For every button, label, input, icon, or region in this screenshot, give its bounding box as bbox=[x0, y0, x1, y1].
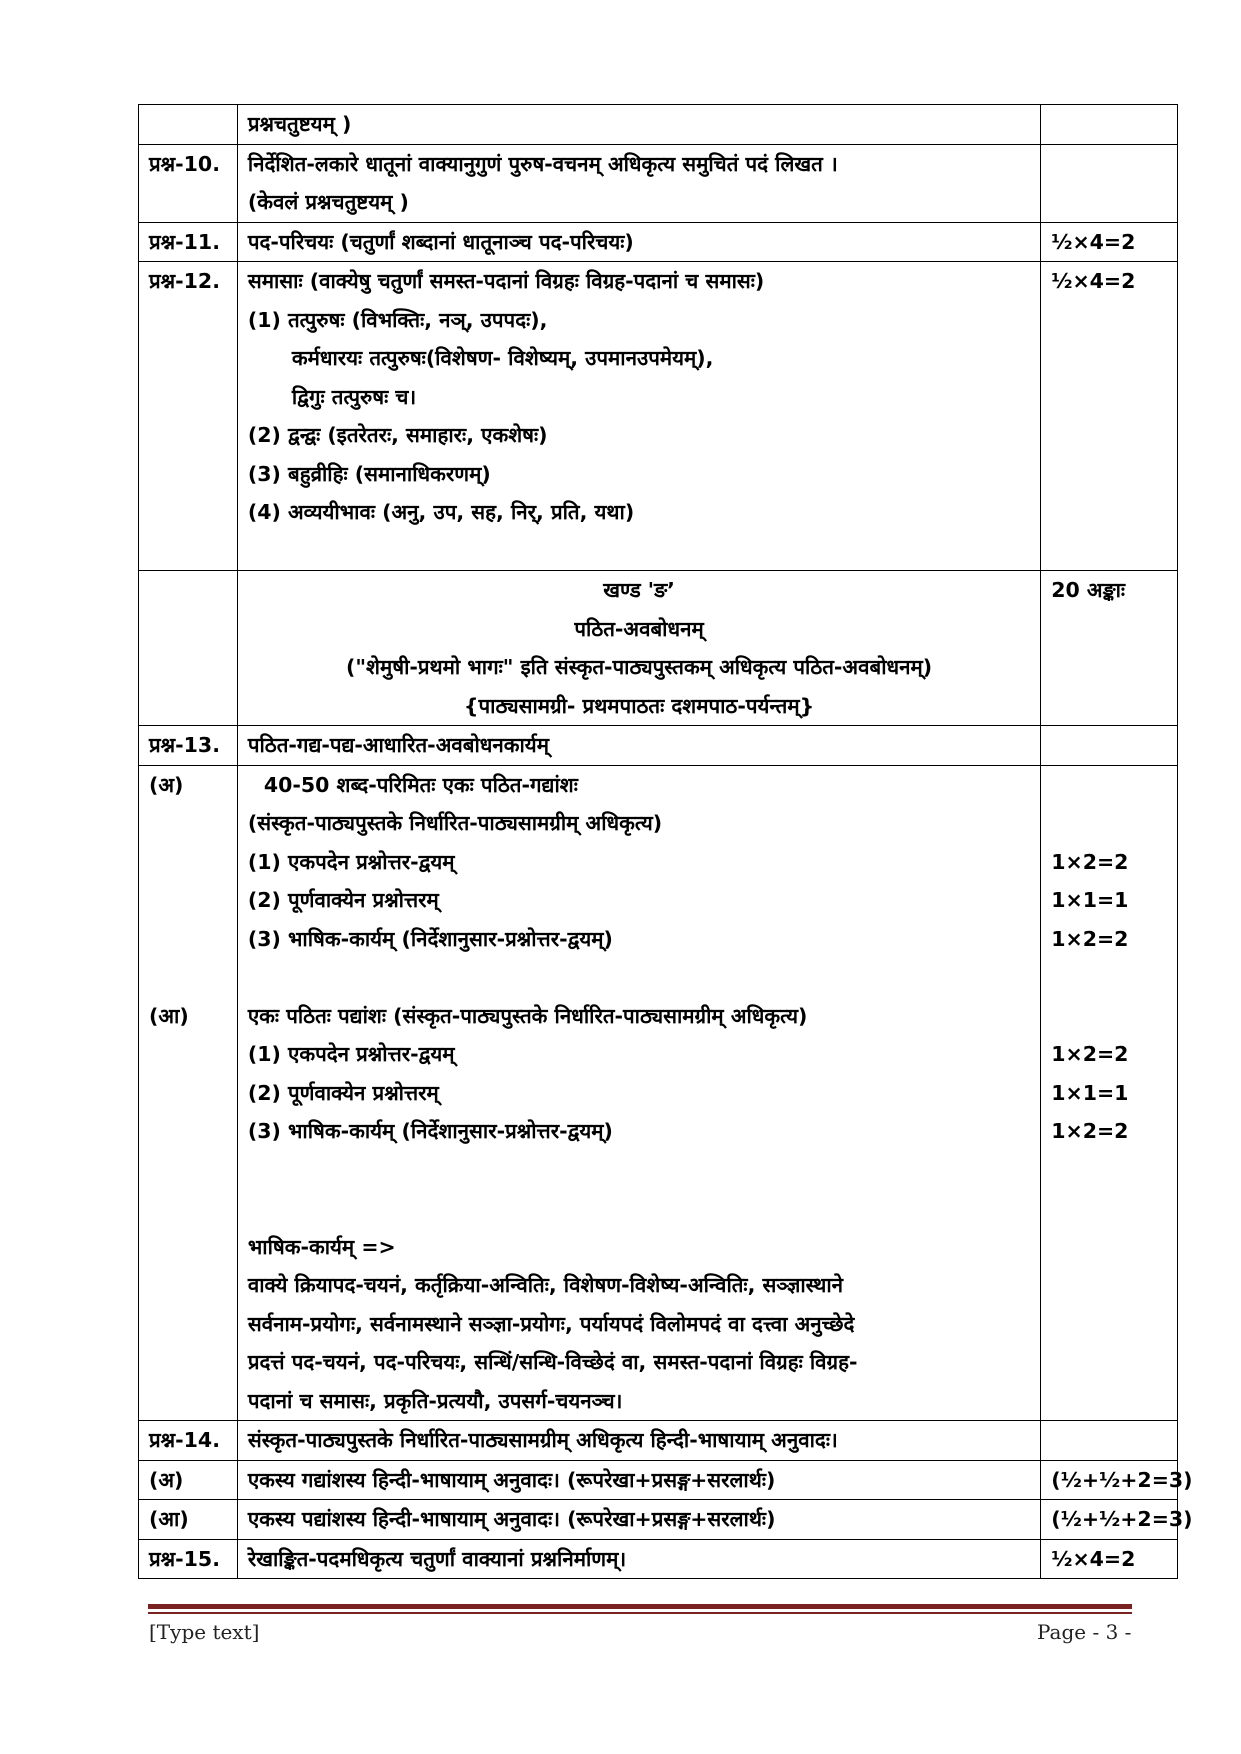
blueprint-table bbox=[138, 104, 1193, 1579]
spacer bbox=[248, 532, 1030, 571]
row-text: (2) पूर्णवाक्येन प्रश्नोत्तरम् bbox=[247, 1080, 439, 1105]
row-label: प्रश्न-13. bbox=[139, 726, 238, 766]
row-text: समासाः (वाक्येषु चतुर्णां समस्त-पदानां विग्रहः विग्रह-पदानां च समासः) bbox=[247, 269, 765, 293]
marks-value: 1×2=2 bbox=[1051, 1042, 1129, 1066]
sub-label-aa: (आ) bbox=[149, 1003, 189, 1028]
spacer bbox=[248, 1189, 1030, 1228]
marks-value: 1×2=2 bbox=[1051, 1119, 1129, 1143]
row-content bbox=[237, 1500, 1040, 1540]
row-text: संस्कृत-पाठ्यपुस्तके निर्धारित-पाठ्यसामग्रीम् अधिकृत्य हिन्दी-भाषायाम् अनुवादः। bbox=[247, 1428, 838, 1452]
row-content bbox=[237, 262, 1040, 571]
table-row bbox=[139, 105, 1178, 145]
row-label: (अ) bbox=[139, 1460, 238, 1500]
row-text: एकः पठितः पद्यांशः (संस्कृत-पाठ्यपुस्तके निर्धारित-पाठ्यसामग्रीम् अधिकृत्य) bbox=[247, 1003, 808, 1028]
row-label: प्रश्न-12. bbox=[139, 262, 238, 571]
spacer bbox=[248, 958, 1030, 997]
section-title: खण्ड 'ङ’ bbox=[603, 578, 675, 602]
marks-value: 1×1=1 bbox=[1051, 1080, 1129, 1105]
table-row bbox=[139, 222, 1178, 262]
row-text: (1) एकपदेन प्रश्नोत्तर-द्वयम् bbox=[247, 1042, 455, 1066]
row-content bbox=[237, 105, 1040, 145]
row-content bbox=[237, 1460, 1040, 1500]
marks-value: 1×2=2 bbox=[1051, 849, 1129, 874]
row-text: (संस्कृत-पाठ्यपुस्तके निर्धारित-पाठ्यसामग्रीम् अधिकृत्य) bbox=[247, 811, 663, 835]
row-label: प्रश्न-14. bbox=[139, 1421, 238, 1461]
row-marks: ½×4=2 bbox=[1041, 1539, 1178, 1579]
row-label: प्रश्न-10. bbox=[139, 144, 238, 222]
row-content bbox=[237, 144, 1040, 222]
row-text: (1) एकपदेन प्रश्नोत्तर-द्वयम् bbox=[247, 849, 455, 874]
section-subtitle: पठित-अवबोधनम् bbox=[574, 616, 704, 641]
row-label bbox=[139, 765, 238, 1421]
row-content bbox=[237, 222, 1040, 262]
row-content bbox=[237, 1539, 1040, 1579]
row-text: (3) भाषिक-कार्यम् (निर्देशानुसार-प्रश्नोत्तर-द्वयम्) bbox=[247, 1119, 613, 1143]
row-text: (4) अव्ययीभावः (अनु, उप, सह, निर्, प्रति, यथा) bbox=[247, 500, 635, 524]
row-text: सर्वनाम-प्रयोगः, सर्वनामस्थाने सञ्ज्ञा-प्रयोगः, पर्यायपदं विलोमपदं वा दत्त्वा अनुच्छेदे bbox=[247, 1311, 855, 1336]
row-text: निर्देशित-लकारे धातूनां वाक्यानुगुणं पुरुष-वचनम् अधिकृत्य समुचितं पदं लिखत । bbox=[247, 151, 838, 176]
table-row bbox=[139, 1460, 1178, 1500]
page-number: Page - 3 - bbox=[1037, 1620, 1132, 1644]
table-row bbox=[139, 262, 1178, 571]
section-range: {पाठ्यसामग्री- प्रथमपाठतः दशमपाठ-पर्यन्तम्} bbox=[463, 693, 815, 718]
row-marks bbox=[1041, 726, 1178, 766]
row-text: (2) पूर्णवाक्येन प्रश्नोत्तरम् bbox=[247, 888, 439, 912]
row-content bbox=[237, 1421, 1040, 1461]
row-label: प्रश्न-15. bbox=[139, 1539, 238, 1579]
row-marks bbox=[1041, 144, 1178, 222]
row-label: (आ) bbox=[139, 1500, 238, 1540]
row-text: भाषिक-कार्यम् => bbox=[247, 1234, 396, 1259]
table-row bbox=[139, 1539, 1178, 1579]
row-text: एकस्य गद्यांशस्य हिन्दी-भाषायाम् अनुवादः। (रूपरेखा+प्रसङ्ग+सरलार्थः) bbox=[247, 1467, 776, 1492]
row-text: 40-50 शब्द-परिमितः एकः पठित-गद्यांशः bbox=[263, 772, 578, 797]
footer-left-text: [Type text] bbox=[149, 1620, 260, 1644]
table-row bbox=[139, 144, 1178, 222]
row-label bbox=[139, 571, 238, 726]
table-row bbox=[139, 1421, 1178, 1461]
row-marks bbox=[1041, 765, 1178, 1421]
section-note: ("शेमुषी-प्रथमो भागः" इति संस्कृत-पाठ्यपुस्तकम् अधिकृत्य पठित-अवबोधनम्) bbox=[345, 655, 933, 679]
row-text: (केवलं प्रश्नचतुष्टयम् ) bbox=[247, 190, 409, 214]
row-text: (3) बहुव्रीहिः (समानाधिकरणम्) bbox=[247, 461, 491, 486]
row-text: द्विगुः तत्पुरुषः च। bbox=[291, 384, 417, 409]
row-label: प्रश्न-11. bbox=[139, 222, 238, 262]
row-content bbox=[237, 765, 1040, 1421]
row-label bbox=[139, 105, 238, 145]
sub-label-a: (अ) bbox=[149, 772, 184, 797]
footer-divider-thin bbox=[148, 1612, 1132, 1614]
row-content bbox=[237, 726, 1040, 766]
row-text: (2) द्वन्द्वः (इतरेतरः, समाहारः, एकशेषः) bbox=[247, 423, 548, 447]
row-text: पठित-गद्य-पद्य-आधारित-अवबोधनकार्यम् bbox=[247, 733, 549, 757]
marks-value: 1×2=2 bbox=[1051, 926, 1129, 951]
row-text: वाक्ये क्रियापद-चयनं, कर्तृक्रिया-अन्वितिः, विशेषण-विशेष्य-अन्वितिः, सञ्ज्ञास्थाने bbox=[247, 1273, 844, 1297]
row-marks bbox=[1041, 1421, 1178, 1461]
marks-value: 1×1=1 bbox=[1051, 888, 1129, 912]
section-header bbox=[237, 571, 1040, 726]
footer-divider bbox=[148, 1604, 1132, 1609]
row-text: प्रश्नचतुष्टयम् ) bbox=[247, 112, 352, 136]
row-marks: ½×4=2 bbox=[1041, 262, 1178, 571]
row-marks: (½+½+2=3) bbox=[1041, 1460, 1178, 1500]
row-marks: (½+½+2=3) bbox=[1041, 1500, 1178, 1540]
row-text: पद-परिचयः (चतुर्णां शब्दानां धातूनाञ्च पद-परिचयः) bbox=[247, 229, 634, 254]
table-row bbox=[139, 1500, 1178, 1540]
row-text: रेखाङ्कित-पदमधिकृत्य चतुर्णां वाक्यानां प्रश्ननिर्माणम्। bbox=[247, 1546, 627, 1571]
spacer bbox=[248, 1151, 1030, 1190]
row-marks bbox=[1041, 105, 1178, 145]
row-text: (3) भाषिक-कार्यम् (निर्देशानुसार-प्रश्नोत्तर-द्वयम्) bbox=[247, 926, 613, 951]
table-row bbox=[139, 726, 1178, 766]
row-text: पदानां च समासः, प्रकृति-प्रत्ययौ, उपसर्ग-चयनञ्च। bbox=[247, 1388, 623, 1413]
table-row bbox=[139, 765, 1178, 1421]
row-text: प्रदत्तं पद-चयनं, पद-परिचयः, सन्धिं/सन्धि-विच्छेदं वा, समस्त-पदानां विग्रहः विग्रह- bbox=[247, 1350, 858, 1374]
row-text: कर्मधारयः तत्पुरुषः(विशेषण- विशेष्यम्, उपमानउपमेयम्), bbox=[291, 346, 714, 370]
section-marks: 20 अङ्काः bbox=[1041, 571, 1178, 726]
section-header-row bbox=[139, 571, 1178, 726]
row-text: (1) तत्पुरुषः (विभक्तिः, नञ्, उपपदः), bbox=[247, 307, 548, 332]
row-text: एकस्य पद्यांशस्य हिन्दी-भाषायाम् अनुवादः। (रूपरेखा+प्रसङ्ग+सरलार्थः) bbox=[247, 1507, 776, 1531]
row-marks: ½×4=2 bbox=[1041, 222, 1178, 262]
